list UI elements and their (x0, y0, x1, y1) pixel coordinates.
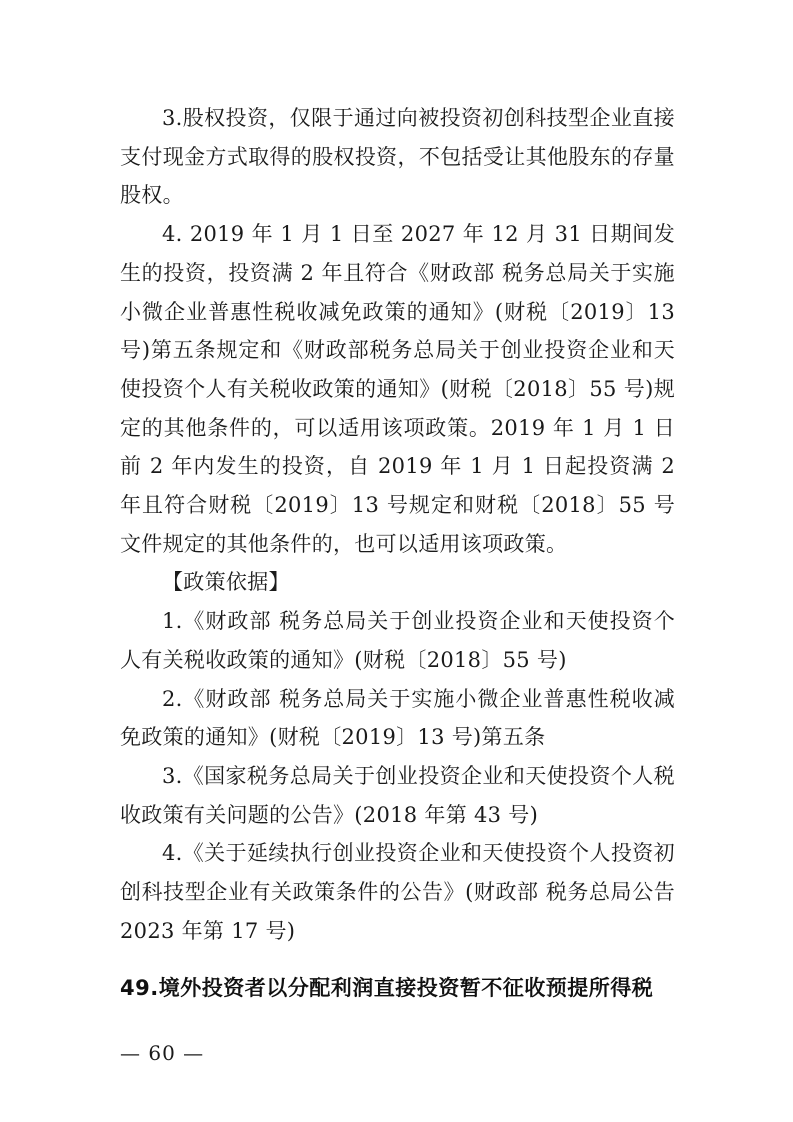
section-heading: 49.境外投资者以分配利润直接投资暂不征收预提所得税 (120, 976, 654, 1000)
policy-basis-item-1: 1.《财政部 税务总局关于创业投资企业和天使投资个人有关税收政策的通知》(财税〔2018〕55 号) (120, 609, 675, 672)
policy-basis-item-3: 3.《国家税务总局关于创业投资企业和天使投资个人税收政策有关问题的公告》(2018 年第 43 号) (120, 763, 675, 827)
paragraph-investment-period: 4. 2019 年 1 月 1 日至 2027 年 12 月 31 日期间发生的投资，投资满 2 年且符合《财政部 税务总局关于实施小微企业普惠性税收减免政策的通知》(财税〔2019〕13 号)第五条规定和《财政部税务总局关于创业投资企业和天使投资个人有关税收政策的通知》(财税〔2018〕55 号)规定的其他条件的，可以适用该项政策。2019 年 1 月 1 日前 2 年内发生的投资，自 2019 年 1 月 1 日起投资满 2 年且符合财税〔2019〕13 号规定和财税〔2018〕55 号文件规定的其他条件的，也可以适用该项政策。 (120, 222, 675, 556)
policy-basis-item-2: 2.《财政部 税务总局关于实施小微企业普惠性税收减免政策的通知》(财税〔2019〕13 号)第五条 (120, 686, 675, 750)
body-text (120, 99, 675, 950)
policy-basis-item-4: 4.《关于延续执行创业投资企业和天使投资个人投资初创科技型企业有关政策条件的公告》(财政部 税务总局公告 2023 年第 17 号) (120, 841, 675, 943)
policy-basis-label: 【政策依据】 (162, 570, 290, 595)
page-number: — 60 — (120, 1041, 205, 1065)
paragraph-equity-investment: 3.股权投资，仅限于通过向被投资初创科技型企业直接支付现金方式取得的股权投资，不包括受让其他股东的存量股权。 (120, 106, 675, 208)
